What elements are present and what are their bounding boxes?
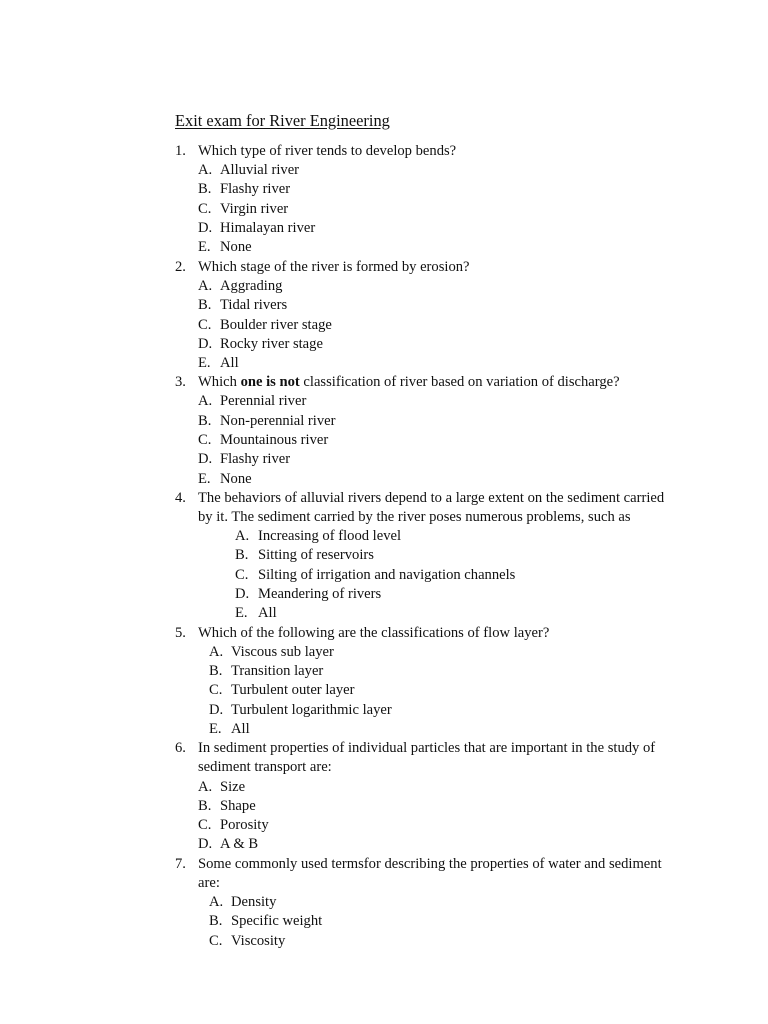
- option-label: B.: [198, 413, 212, 429]
- option-label: D.: [198, 451, 213, 467]
- option-label: C.: [209, 933, 223, 949]
- option-text: All: [231, 721, 250, 737]
- option-label: B.: [198, 798, 212, 814]
- question-number: 2.: [175, 259, 186, 275]
- option-label: A.: [235, 528, 250, 544]
- option-text: None: [220, 239, 252, 255]
- option-label: A.: [198, 162, 213, 178]
- option-label: D.: [198, 220, 213, 236]
- question-text-post: classification of river based on variation of discharge?: [299, 374, 620, 390]
- option-label: E.: [209, 721, 222, 737]
- option-label: A.: [209, 644, 224, 660]
- option-label: B.: [198, 297, 212, 313]
- option-label: B.: [198, 181, 212, 197]
- option-label: B.: [235, 547, 249, 563]
- option-text: Himalayan river: [220, 220, 316, 236]
- question-text: [198, 373, 620, 392]
- option-text: Mountainous river: [220, 432, 329, 448]
- option-text: Viscosity: [231, 933, 286, 949]
- option-label: C.: [198, 317, 212, 333]
- option-label: C.: [198, 817, 212, 833]
- option-label: E.: [198, 239, 211, 255]
- question-text: Which type of river tends to develop bends?: [198, 143, 457, 159]
- option-text: Silting of irrigation and navigation channels: [258, 567, 516, 583]
- question-text: Which of the following are the classifications of flow layer?: [198, 625, 550, 641]
- option-text: All: [258, 605, 277, 621]
- question-number: 3.: [175, 374, 186, 390]
- option-label: C.: [235, 567, 249, 583]
- document-title: Exit exam for River Engineering: [175, 111, 390, 130]
- option-text: Flashy river: [220, 181, 291, 197]
- option-text: Turbulent outer layer: [231, 682, 355, 698]
- option-text: Size: [220, 779, 246, 795]
- option-label: B.: [209, 913, 223, 929]
- question-text: In sediment properties of individual particles that are important in the study of: [198, 740, 656, 756]
- question-text: are:: [198, 875, 220, 891]
- option-text: Rocky river stage: [220, 336, 323, 352]
- option-text: Transition layer: [231, 663, 324, 679]
- option-text: Sitting of reservoirs: [258, 547, 374, 563]
- option-label: D.: [198, 836, 213, 852]
- option-text: A & B: [220, 836, 259, 852]
- option-text: Non-perennial river: [220, 413, 336, 429]
- question-text-emphasis: one is not: [240, 374, 300, 390]
- question-number: 5.: [175, 625, 186, 641]
- option-text: Tidal rivers: [220, 297, 288, 313]
- option-label: B.: [209, 663, 223, 679]
- option-text: Viscous sub layer: [231, 644, 334, 660]
- option-label: C.: [198, 432, 212, 448]
- option-text: All: [220, 355, 239, 371]
- option-text: Aggrading: [220, 278, 283, 294]
- question-number: 7.: [175, 856, 186, 872]
- option-text: Turbulent logarithmic layer: [231, 702, 392, 718]
- option-label: E.: [235, 605, 248, 621]
- question-text: by it. The sediment carried by the river poses numerous problems, such as: [198, 509, 631, 525]
- option-text: Flashy river: [220, 451, 291, 467]
- option-text: None: [220, 471, 252, 487]
- option-text: Meandering of rivers: [258, 586, 382, 602]
- question-text: Which stage of the river is formed by erosion?: [198, 259, 470, 275]
- question-text: sediment transport are:: [198, 759, 332, 775]
- option-label: A.: [198, 393, 213, 409]
- option-label: C.: [209, 682, 223, 698]
- option-text: Specific weight: [231, 913, 323, 929]
- option-label: D.: [209, 702, 224, 718]
- option-text: Alluvial river: [220, 162, 300, 178]
- question-number: 4.: [175, 490, 186, 506]
- option-label: D.: [198, 336, 213, 352]
- question-number: 1.: [175, 143, 186, 159]
- option-label: D.: [235, 586, 250, 602]
- option-label: E.: [198, 471, 211, 487]
- option-text: Porosity: [220, 817, 269, 833]
- option-text: Shape: [220, 798, 256, 814]
- option-label: C.: [198, 201, 212, 217]
- option-label: A.: [209, 894, 224, 910]
- question-number: 6.: [175, 740, 186, 756]
- option-label: A.: [198, 278, 213, 294]
- option-text: Virgin river: [220, 201, 289, 217]
- option-label: E.: [198, 355, 211, 371]
- question-text: Some commonly used termsfor describing the properties of water and sediment: [198, 856, 662, 872]
- option-text: Boulder river stage: [220, 317, 332, 333]
- option-label: A.: [198, 779, 213, 795]
- option-text: Perennial river: [220, 393, 307, 409]
- question-text: The behaviors of alluvial rivers depend to a large extent on the sediment carried: [198, 490, 665, 506]
- option-text: Density: [231, 894, 277, 910]
- question-text-pre: Which: [198, 374, 241, 390]
- option-text: Increasing of flood level: [258, 528, 402, 544]
